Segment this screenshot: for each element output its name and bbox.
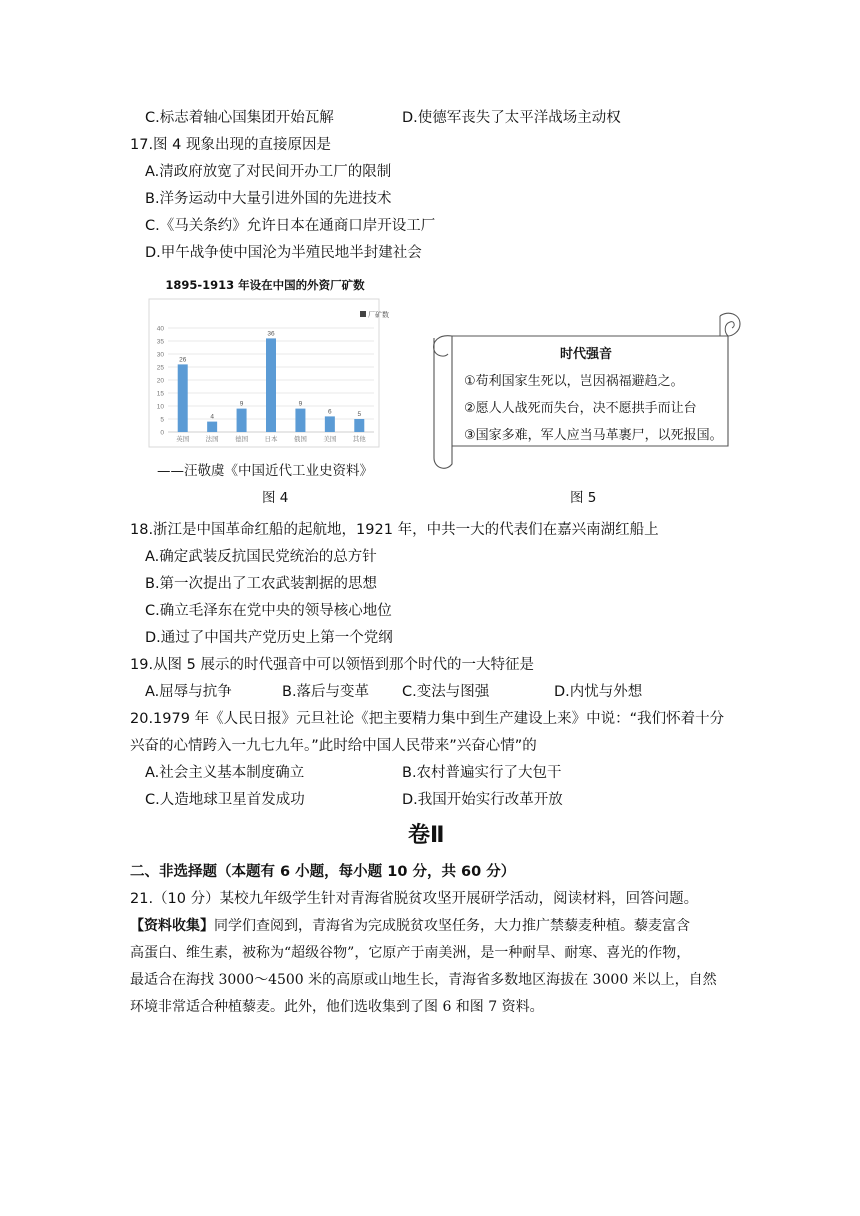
q18-option-d: D.通过了中国共产党历史上第一个党纲 [145, 630, 393, 646]
q19-option-c: C.变法与图强 [402, 684, 490, 700]
bar [266, 338, 276, 432]
x-tick-label: 法国 [205, 435, 219, 443]
q20-stem-line-2: 兴奋的心情跨入一九七九年。”此时给中国人民带来”兴奋心情”的 [130, 738, 537, 754]
y-tick-label: 10 [156, 403, 164, 411]
x-tick-label: 英国 [176, 435, 190, 443]
data-label: 6 [328, 408, 332, 416]
q21-line1-text: 同学们查阅到，青海省为完成脱贫攻坚任务，大力推广禁藜麦种植。藜麦富含 [214, 918, 690, 934]
figure5-line-1: ①苟利国家生死以，岂因祸福避趋之。 [464, 374, 684, 389]
q16-option-d: D.使德军丧失了太平洋战场主动权 [402, 110, 621, 126]
data-label: 9 [239, 400, 244, 408]
x-tick-label: 俄国 [293, 435, 307, 443]
q20-option-a: A.社会主义基本制度确立 [145, 765, 305, 781]
data-label: 26 [179, 356, 187, 364]
figure5-label: 图 5 [570, 490, 597, 506]
q17-stem: 17.图 4 现象出现的直接原因是 [130, 137, 332, 153]
q18-option-b: B.第一次提出了工农武装割据的思想 [145, 576, 378, 592]
q18-stem: 18.浙江是中国革命红船的起航地，1921 年，中共一大的代表们在嘉兴南湖红船上 [130, 522, 659, 538]
section-heading: 二、非选择题（本题有 6 小题，每小题 10 分，共 60 分） [130, 864, 516, 880]
q21-paragraph-line-1 [130, 916, 690, 936]
data-label: 36 [267, 330, 275, 338]
bar [178, 364, 188, 432]
x-tick-label: 美国 [323, 435, 337, 443]
bar [207, 422, 217, 432]
x-tick-label: 其他 [352, 435, 366, 443]
volume2-title: 卷Ⅱ [408, 823, 445, 848]
y-tick-label: 5 [160, 416, 164, 424]
data-label: 4 [210, 413, 214, 421]
q21-paragraph-line-2: 高蛋白、维生素，被称为“超级谷物”，它原产于南美洲，是一种耐旱、耐寒、喜光的作物， [130, 945, 691, 961]
figure5-title: 时代强音 [560, 347, 613, 362]
x-tick-label: 日本 [264, 435, 278, 443]
legend-swatch [360, 311, 366, 317]
q17-option-d: D.甲午战争使中国沦为半殖民地半封建社会 [145, 245, 422, 261]
scroll-frame [428, 308, 744, 472]
y-tick-label: 25 [156, 364, 164, 372]
figure5-line-3: ③国家多难，军人应当马革裹尸，以死报国。 [464, 428, 723, 443]
bar-chart [148, 298, 389, 448]
bar [354, 419, 364, 432]
bar [295, 409, 305, 432]
y-tick-label: 15 [156, 390, 164, 398]
q18-option-c: C.确立毛泽东在党中央的领导核心地位 [145, 603, 392, 619]
figure4-source: ——汪敬虞《中国近代工业史资料》 [157, 463, 373, 479]
q19-option-d: D.内忧与外想 [554, 684, 643, 700]
bar [325, 416, 335, 432]
q17-option-b: B.洋务运动中大量引进外国的先进技术 [145, 191, 392, 207]
bar [237, 409, 247, 432]
q21-paragraph-line-4: 环境非常适合种植藜麦。此外，他们选收集到了图 6 和图 7 资料。 [130, 999, 544, 1015]
chart-title: 1895-1913 年设在中国的外资厂矿数 [165, 278, 365, 292]
data-label: 9 [298, 400, 303, 408]
q19-stem: 19.从图 5 展示的时代强音中可以领悟到那个时代的一大特征是 [130, 657, 535, 673]
y-tick-label: 0 [160, 429, 164, 437]
figure4-label: 图 4 [262, 490, 289, 506]
q21-tag: 【资料收集】 [130, 918, 214, 934]
q20-option-b: B.农村普遍实行了大包干 [402, 765, 562, 781]
q20-stem-line-1: 20.1979 年《人民日报》元旦社论《把主要精力集中到生产建设上来》中说：“我们怀着十分 [130, 711, 725, 727]
y-tick-label: 40 [156, 325, 164, 333]
q18-option-a: A.确定武装反抗国民党统治的总方针 [145, 549, 377, 565]
q16-option-c: C.标志着轴心国集团开始瓦解 [145, 110, 334, 126]
q21-paragraph-line-3: 最适合在海找 3000～4500 米的高原或山地生长，青海省多数地区海拔在 3000 米以上，自然 [130, 972, 717, 988]
legend-label: 厂矿数 [368, 311, 389, 319]
x-tick-label: 德国 [235, 435, 249, 443]
q17-option-c: C.《马关条约》允许日本在通商口岸开设工厂 [145, 218, 436, 234]
data-label: 5 [357, 411, 362, 418]
figure5-line-2: ②愿人人战死而失台，决不愿拱手而让台 [464, 401, 697, 416]
q20-option-d: D.我国开始实行改革开放 [402, 792, 563, 808]
q21-stem: 21.（10 分）某校九年级学生针对青海省脱贫攻坚开展研学活动，阅读材料，回答问题。 [130, 891, 699, 907]
q20-option-c: C.人造地球卫星首发成功 [145, 792, 305, 808]
y-tick-label: 20 [156, 377, 164, 385]
q17-option-a: A.清政府放宽了对民间开办工厂的限制 [145, 164, 392, 180]
q19-option-a: A.屈辱与抗争 [145, 684, 232, 700]
y-tick-label: 35 [156, 338, 164, 346]
q19-option-b: B.落后与变革 [282, 684, 370, 700]
y-tick-label: 30 [156, 351, 164, 359]
